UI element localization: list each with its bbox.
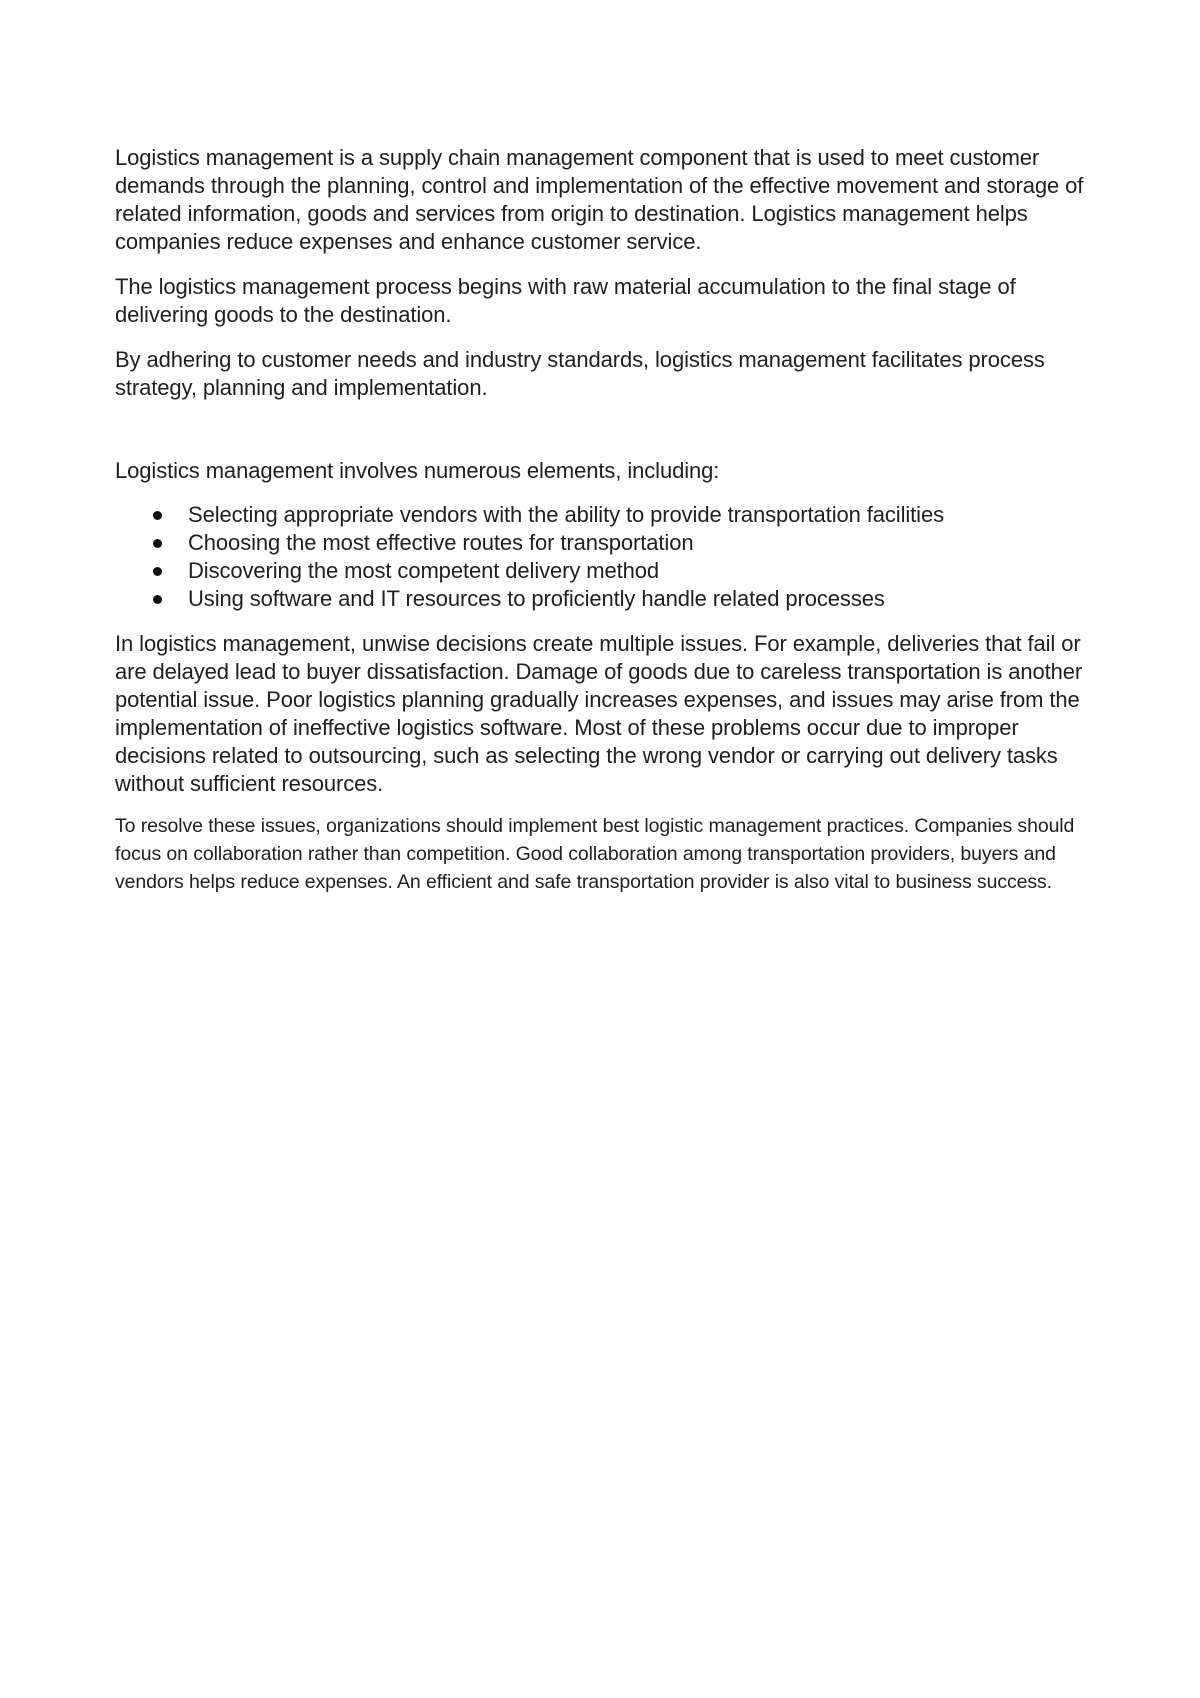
paragraph-process: The logistics management process begins with raw material accumulation to the final stage of delivering goods to the destination. [115, 274, 1016, 327]
list-item [115, 557, 1090, 585]
document-page [115, 144, 1090, 896]
paragraph-standards: By adhering to customer needs and industry standards, logistics management facilitates process strategy, planning and implementation. [115, 347, 1045, 400]
paragraph-issues: In logistics management, unwise decisions create multiple issues. For example, deliveries that fail or are delayed lead to buyer dissatisfaction. Damage of goods due to careless transportation is another potential issue. Poor logistics planning gradually increases expenses, and issues may arise from the implementation of ineffective logistics software. Most of these problems occur due to improper decisions related to outsourcing, such as selecting the wrong vendor or carrying out delivery tasks without sufficient resources. [115, 631, 1083, 796]
list-item [115, 529, 1090, 557]
paragraph-resolution: To resolve these issues, organizations should implement best logistic management practices. Companies should focus on collaboration rather than competition. Good collaboration among transportation providers, buyers and vendors helps reduce expenses. An efficient and safe transportation provider is also vital to business success. [115, 815, 1075, 893]
bullet-icon [153, 511, 162, 520]
list-intro: Logistics management involves numerous elements, including: [115, 458, 720, 483]
list-item-text: Choosing the most effective routes for transportation [188, 530, 694, 555]
list-item [115, 501, 1090, 529]
bullet-icon [153, 595, 162, 604]
paragraph-definition: Logistics management is a supply chain management component that is used to meet customer demands through the planning, control and implementation of the effective movement and storage of related information, goods and services from origin to destination. Logistics management helps companies reduce expenses and enhance customer service. [115, 145, 1084, 254]
bullet-icon [153, 539, 162, 548]
list-item-text: Selecting appropriate vendors with the ability to provide transportation facilities [188, 502, 945, 527]
list-item-text: Discovering the most competent delivery method [188, 558, 660, 583]
elements-list [115, 501, 1090, 613]
bullet-icon [153, 567, 162, 576]
list-item [115, 585, 1090, 613]
list-item-text: Using software and IT resources to proficiently handle related processes [188, 586, 885, 611]
